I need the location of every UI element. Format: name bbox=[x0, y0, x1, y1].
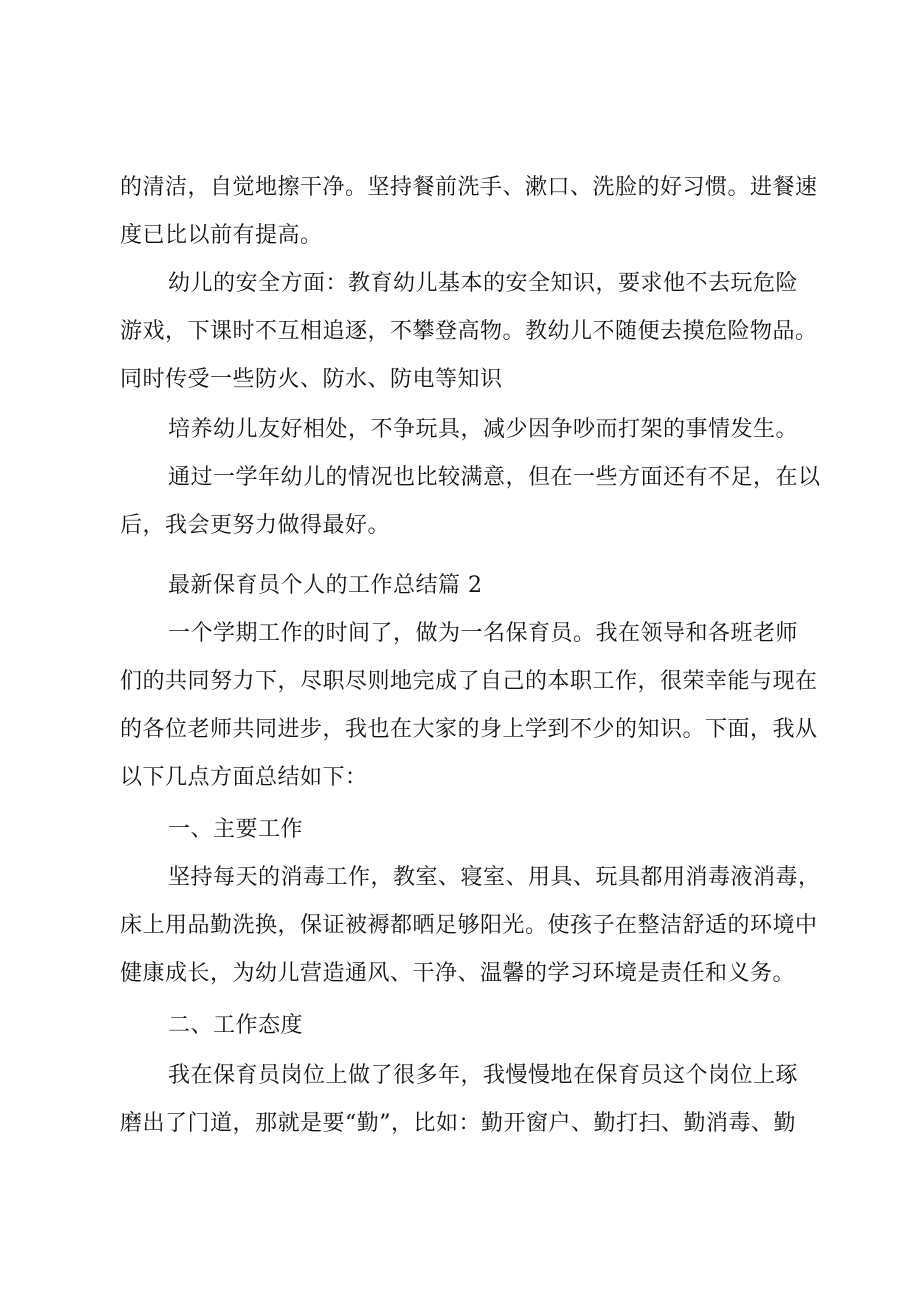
text-line: 一个学期工作的时间了，做为一名保育员。我在领导和各班老师 bbox=[168, 621, 799, 646]
subsection-heading: 一、主要工作 bbox=[168, 817, 304, 842]
text-line: 后，我会更努力做得最好。 bbox=[120, 513, 391, 538]
text-line: 我在保育员岗位上做了很多年，我慢慢地在保育员这个岗位上琢 bbox=[168, 1063, 799, 1088]
section-heading: 最新保育员个人的工作总结篇 2 bbox=[168, 573, 483, 598]
text-line: 以下几点方面总结如下： bbox=[120, 765, 368, 790]
text-line: 健康成长，为幼儿营造通风、干净、温馨的学习环境是责任和义务。 bbox=[120, 961, 796, 986]
text-line: 们的共同努力下，尽职尽则地完成了自己的本职工作，很荣幸能与现在 bbox=[120, 669, 818, 694]
text-line: 的清洁，自觉地擦干净。坚持餐前洗手、漱口、洗脸的好习惯。进餐速 bbox=[120, 175, 818, 200]
text-line: 坚持每天的消毒工作，教室、寝室、用具、玩具都用消毒液消毒， bbox=[168, 865, 821, 890]
text-line: 通过一学年幼儿的情况也比较满意，但在一些方面还有不足，在以 bbox=[168, 465, 821, 490]
text-line: 培养幼儿友好相处，不争玩具，减少因争吵而打架的事情发生。 bbox=[168, 417, 799, 442]
text-line: 度已比以前有提高。 bbox=[120, 223, 323, 248]
text-line: 同时传受一些防火、防水、防电等知识 bbox=[120, 367, 503, 392]
text-line: 磨出了门道，那就是要“勤”，比如：勤开窗户、勤打扫、勤消毒、勤 bbox=[120, 1111, 796, 1136]
text-line: 床上用品勤洗换，保证被褥都晒足够阳光。使孩子在整洁舒适的环境中 bbox=[120, 913, 818, 938]
text-line: 游戏，下课时不互相追逐，不攀登高物。教幼儿不随便去摸危险物品。 bbox=[120, 319, 818, 344]
text-line: 幼儿的安全方面：教育幼儿基本的安全知识，要求他不去玩危险 bbox=[168, 271, 799, 296]
subsection-heading: 二、工作态度 bbox=[168, 1013, 304, 1038]
text-line: 的各位老师共同进步，我也在大家的身上学到不少的知识。下面，我从 bbox=[120, 717, 818, 742]
